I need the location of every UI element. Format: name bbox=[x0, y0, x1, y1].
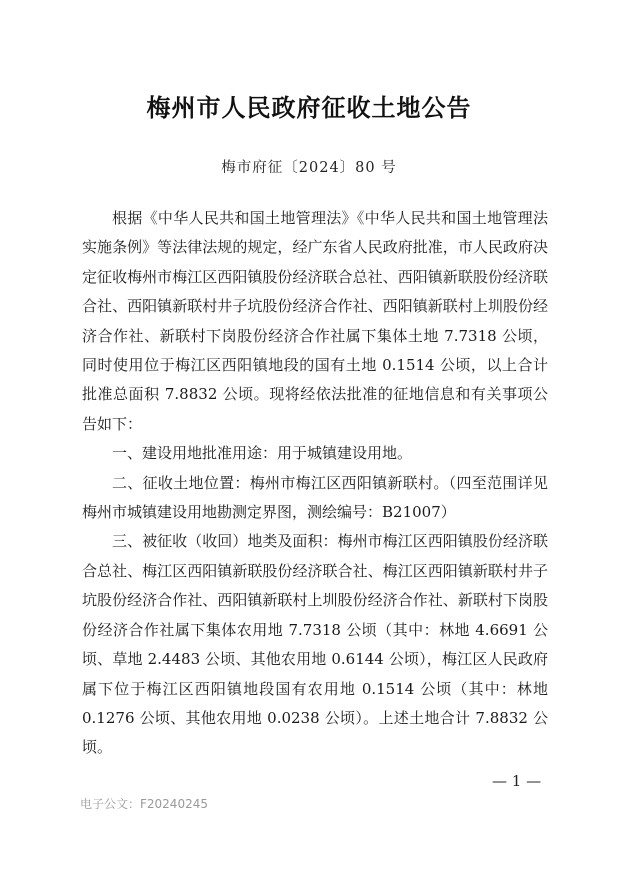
paragraph-intro: 根据《中华人民共和国土地管理法》《中华人民共和国土地管理法实施条例》等法律法规的规定，经广东省人民政府批准，市人民政府决定征收梅州市梅江区西阳镇股份经济联合总社、西阳镇新联股份经济联合社、西阳镇新联村井子坑股份经济合作社、西阳镇新联村上圳股份经济合作社、新联村下岗股份经济合作社属下集体土地 7.7318 公顷，同时使用位于梅江区西阳镇地段的国有土地 0.1514 公顷，以上合计批准总面积 7.8832 公顷。现将经依法批准的征地信息和有关事项公告如下： bbox=[82, 209, 548, 433]
document-number: 梅市府征〔2024〕80 号 bbox=[221, 160, 397, 176]
footer-document-code: 电子公文：F20240245 bbox=[80, 797, 208, 811]
paragraph-item-2: 二、征收土地位置：梅州市梅江区西阳镇新联村。（四至范围详见梅州市城镇建设用地勘测定界图，测绘编号：B21007） bbox=[82, 473, 548, 522]
document-title: 梅州市人民政府征收土地公告 bbox=[146, 93, 472, 122]
paragraph-item-1: 一、建设用地批准用途：用于城镇建设用地。 bbox=[112, 444, 413, 463]
document-body bbox=[82, 204, 548, 763]
page-number: — 1 — bbox=[492, 772, 542, 790]
paragraph-item-3: 三、被征收（收回）地类及面积：梅州市梅江区西阳镇股份经济联合总社、梅江区西阳镇新联股份经济联合社、梅江区西阳镇新联村井子坑股份经济合作社、西阳镇新联村上圳股份经济合作社、新联村下岗股份经济合作社属下集体农用地 7.7318 公顷（其中：林地 4.6691 公顷、草地 2.4483 公顷、其他农用地 0.6144 公顷），梅江区人民政府属下位于梅江区西阳镇地段国有农用地 0.1514 公顷（其中：林地 0.1276 公顷、其他农用地 0.0238 公顷）。上述土地合计 7.8832 公顷。 bbox=[82, 532, 548, 757]
